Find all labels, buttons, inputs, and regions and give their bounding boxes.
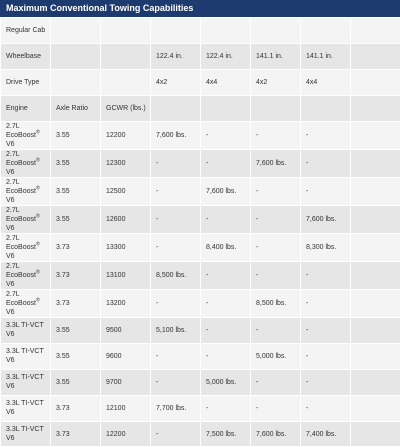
table-row bbox=[1, 395, 400, 421]
header-cell bbox=[101, 18, 151, 44]
towing-value-cell: - bbox=[251, 178, 301, 206]
towing-value-cell: - bbox=[151, 178, 201, 206]
header-cell: Axle Ratio bbox=[51, 96, 101, 122]
engine-suffix: V6 bbox=[6, 225, 15, 232]
header-cell bbox=[301, 18, 351, 44]
empty-cell bbox=[351, 234, 400, 262]
engine-cell bbox=[1, 122, 51, 150]
header-cell: Drive Type bbox=[1, 70, 51, 96]
engine-cell bbox=[1, 290, 51, 318]
engine-line1: 2.7L bbox=[6, 263, 20, 270]
towing-value-cell: - bbox=[151, 234, 201, 262]
header-cell bbox=[351, 96, 400, 122]
gcwr-cell: 9700 bbox=[101, 369, 151, 395]
engine-line2: EcoBoost bbox=[6, 132, 36, 139]
engine-suffix: V6 bbox=[6, 197, 15, 204]
gcwr-cell: 13300 bbox=[101, 234, 151, 262]
towing-value-cell: - bbox=[151, 206, 201, 234]
gcwr-cell: 12200 bbox=[101, 421, 151, 447]
header-cell: Engine bbox=[1, 96, 51, 122]
header-cell bbox=[351, 18, 400, 44]
empty-cell bbox=[351, 318, 400, 344]
header-cell bbox=[51, 44, 101, 70]
engine-cell bbox=[1, 150, 51, 178]
engine-line2: EcoBoost bbox=[6, 300, 36, 307]
axle-ratio-cell: 3.73 bbox=[51, 395, 101, 421]
engine-suffix: V6 bbox=[6, 169, 15, 176]
towing-value-cell: - bbox=[201, 343, 251, 369]
registered-mark: ® bbox=[36, 298, 40, 304]
empty-cell bbox=[351, 369, 400, 395]
towing-value-cell: 8,300 lbs. bbox=[301, 234, 351, 262]
towing-value-cell: - bbox=[201, 290, 251, 318]
table-row bbox=[1, 178, 400, 206]
towing-value-cell: - bbox=[151, 150, 201, 178]
table-row bbox=[1, 343, 400, 369]
engine-cell bbox=[1, 369, 51, 395]
towing-value-cell: 8,500 lbs. bbox=[251, 290, 301, 318]
table-row bbox=[1, 234, 400, 262]
header-cell bbox=[251, 18, 301, 44]
header-cell bbox=[101, 44, 151, 70]
engine-line2: V6 bbox=[6, 357, 15, 364]
axle-ratio-cell: 3.73 bbox=[51, 262, 101, 290]
towing-value-cell: - bbox=[201, 262, 251, 290]
axle-ratio-cell: 3.55 bbox=[51, 343, 101, 369]
engine-suffix: V6 bbox=[6, 253, 15, 260]
table-row bbox=[1, 290, 400, 318]
engine-line1: 2.7L bbox=[6, 235, 20, 242]
header-cell bbox=[351, 44, 400, 70]
header-cell: 141.1 in. bbox=[251, 44, 301, 70]
engine-line2: V6 bbox=[6, 409, 15, 416]
engine-suffix: V6 bbox=[6, 281, 15, 288]
towing-value-cell: 7,700 lbs. bbox=[151, 395, 201, 421]
table-row bbox=[1, 206, 400, 234]
header-cell bbox=[51, 70, 101, 96]
table-row bbox=[1, 262, 400, 290]
engine-line2: V6 bbox=[6, 331, 15, 338]
towing-value-cell: - bbox=[151, 343, 201, 369]
towing-value-cell: 7,600 lbs. bbox=[251, 150, 301, 178]
header-cell bbox=[101, 70, 151, 96]
towing-value-cell: 7,600 lbs. bbox=[201, 178, 251, 206]
towing-value-cell: 5,000 lbs. bbox=[201, 369, 251, 395]
header-cell bbox=[151, 96, 201, 122]
empty-cell bbox=[351, 206, 400, 234]
engine-line1: 2.7L bbox=[6, 207, 20, 214]
towing-value-cell: - bbox=[301, 150, 351, 178]
towing-table-body bbox=[1, 18, 400, 447]
engine-line2: V6 bbox=[6, 383, 15, 390]
towing-value-cell: - bbox=[301, 290, 351, 318]
towing-value-cell: 5,100 lbs. bbox=[151, 318, 201, 344]
towing-value-cell: - bbox=[151, 290, 201, 318]
header-cell: Wheelbase bbox=[1, 44, 51, 70]
header-cell bbox=[301, 96, 351, 122]
towing-value-cell: 7,500 lbs. bbox=[201, 421, 251, 447]
towing-value-cell: - bbox=[251, 234, 301, 262]
towing-value-cell: - bbox=[251, 369, 301, 395]
engine-line2: EcoBoost bbox=[6, 216, 36, 223]
header-cell: 141.1 in. bbox=[301, 44, 351, 70]
header-cell bbox=[201, 96, 251, 122]
header-cell: 4x2 bbox=[151, 70, 201, 96]
header-cell bbox=[151, 18, 201, 44]
engine-cell bbox=[1, 343, 51, 369]
empty-cell bbox=[351, 150, 400, 178]
axle-ratio-cell: 3.55 bbox=[51, 369, 101, 395]
registered-mark: ® bbox=[36, 186, 40, 192]
towing-value-cell: - bbox=[201, 395, 251, 421]
axle-ratio-cell: 3.73 bbox=[51, 290, 101, 318]
header-cell: Regular Cab bbox=[1, 18, 51, 44]
header-cell bbox=[51, 18, 101, 44]
towing-value-cell: - bbox=[201, 122, 251, 150]
registered-mark: ® bbox=[36, 130, 40, 136]
engine-line1: 2.7L bbox=[6, 291, 20, 298]
table-row bbox=[1, 122, 400, 150]
gcwr-cell: 9600 bbox=[101, 343, 151, 369]
engine-line2: EcoBoost bbox=[6, 244, 36, 251]
header-cell bbox=[201, 18, 251, 44]
empty-cell bbox=[351, 395, 400, 421]
towing-value-cell: - bbox=[151, 369, 201, 395]
towing-table bbox=[0, 17, 400, 447]
towing-value-cell: 5,000 lbs. bbox=[251, 343, 301, 369]
registered-mark: ® bbox=[36, 270, 40, 276]
axle-ratio-cell: 3.55 bbox=[51, 150, 101, 178]
towing-value-cell: - bbox=[301, 343, 351, 369]
engine-line1: 3.3L TI-VCT bbox=[6, 374, 44, 381]
header-row bbox=[1, 44, 400, 70]
axle-ratio-cell: 3.55 bbox=[51, 318, 101, 344]
engine-line2: EcoBoost bbox=[6, 160, 36, 167]
towing-value-cell: - bbox=[201, 150, 251, 178]
towing-value-cell: - bbox=[301, 369, 351, 395]
header-cell bbox=[251, 96, 301, 122]
towing-value-cell: - bbox=[151, 421, 201, 447]
header-row bbox=[1, 18, 400, 44]
header-cell: 4x4 bbox=[201, 70, 251, 96]
table-title: Maximum Conventional Towing Capabilities bbox=[0, 0, 400, 17]
empty-cell bbox=[351, 262, 400, 290]
header-row bbox=[1, 70, 400, 96]
engine-line1: 2.7L bbox=[6, 151, 20, 158]
engine-line1: 2.7L bbox=[6, 123, 20, 130]
empty-cell bbox=[351, 343, 400, 369]
towing-value-cell: 8,500 lbs. bbox=[151, 262, 201, 290]
towing-value-cell: - bbox=[251, 122, 301, 150]
engine-line1: 3.3L TI-VCT bbox=[6, 322, 44, 329]
gcwr-cell: 13100 bbox=[101, 262, 151, 290]
empty-cell bbox=[351, 421, 400, 447]
towing-value-cell: - bbox=[201, 318, 251, 344]
engine-cell bbox=[1, 262, 51, 290]
towing-value-cell: - bbox=[301, 178, 351, 206]
towing-value-cell: - bbox=[301, 122, 351, 150]
header-row bbox=[1, 96, 400, 122]
towing-value-cell: - bbox=[301, 318, 351, 344]
empty-cell bbox=[351, 290, 400, 318]
engine-cell bbox=[1, 178, 51, 206]
engine-cell bbox=[1, 395, 51, 421]
engine-suffix: V6 bbox=[6, 141, 15, 148]
table-row bbox=[1, 318, 400, 344]
engine-line2: EcoBoost bbox=[6, 188, 36, 195]
gcwr-cell: 12200 bbox=[101, 122, 151, 150]
header-cell: 122.4 in. bbox=[201, 44, 251, 70]
towing-value-cell: - bbox=[251, 395, 301, 421]
engine-line1: 2.7L bbox=[6, 179, 20, 186]
gcwr-cell: 9500 bbox=[101, 318, 151, 344]
engine-line2: V6 bbox=[6, 435, 15, 442]
registered-mark: ® bbox=[36, 242, 40, 248]
towing-value-cell: - bbox=[301, 395, 351, 421]
empty-cell bbox=[351, 122, 400, 150]
engine-line1: 3.3L TI-VCT bbox=[6, 400, 44, 407]
engine-cell bbox=[1, 318, 51, 344]
header-cell bbox=[351, 70, 400, 96]
towing-value-cell: - bbox=[251, 318, 301, 344]
engine-line1: 3.3L TI-VCT bbox=[6, 348, 44, 355]
towing-value-cell: 7,600 lbs. bbox=[301, 206, 351, 234]
header-cell: GCWR (lbs.) bbox=[101, 96, 151, 122]
axle-ratio-cell: 3.55 bbox=[51, 122, 101, 150]
engine-cell bbox=[1, 206, 51, 234]
engine-cell bbox=[1, 421, 51, 447]
towing-value-cell: 7,600 lbs. bbox=[151, 122, 201, 150]
towing-value-cell: 7,400 lbs. bbox=[301, 421, 351, 447]
table-row bbox=[1, 369, 400, 395]
towing-value-cell: 8,400 lbs. bbox=[201, 234, 251, 262]
axle-ratio-cell: 3.55 bbox=[51, 206, 101, 234]
gcwr-cell: 12600 bbox=[101, 206, 151, 234]
gcwr-cell: 13200 bbox=[101, 290, 151, 318]
gcwr-cell: 12300 bbox=[101, 150, 151, 178]
axle-ratio-cell: 3.73 bbox=[51, 421, 101, 447]
engine-line1: 3.3L TI-VCT bbox=[6, 426, 44, 433]
header-cell: 4x2 bbox=[251, 70, 301, 96]
axle-ratio-cell: 3.73 bbox=[51, 234, 101, 262]
towing-value-cell: - bbox=[201, 206, 251, 234]
table-row bbox=[1, 150, 400, 178]
towing-value-cell: - bbox=[251, 206, 301, 234]
header-cell: 4x4 bbox=[301, 70, 351, 96]
engine-line2: EcoBoost bbox=[6, 272, 36, 279]
header-cell: 122.4 in. bbox=[151, 44, 201, 70]
towing-value-cell: - bbox=[251, 262, 301, 290]
registered-mark: ® bbox=[36, 214, 40, 220]
empty-cell bbox=[351, 178, 400, 206]
gcwr-cell: 12100 bbox=[101, 395, 151, 421]
registered-mark: ® bbox=[36, 158, 40, 164]
towing-value-cell: - bbox=[301, 262, 351, 290]
engine-cell bbox=[1, 234, 51, 262]
engine-suffix: V6 bbox=[6, 309, 15, 316]
table-row bbox=[1, 421, 400, 447]
axle-ratio-cell: 3.55 bbox=[51, 178, 101, 206]
towing-value-cell: 7,600 lbs. bbox=[251, 421, 301, 447]
gcwr-cell: 12500 bbox=[101, 178, 151, 206]
